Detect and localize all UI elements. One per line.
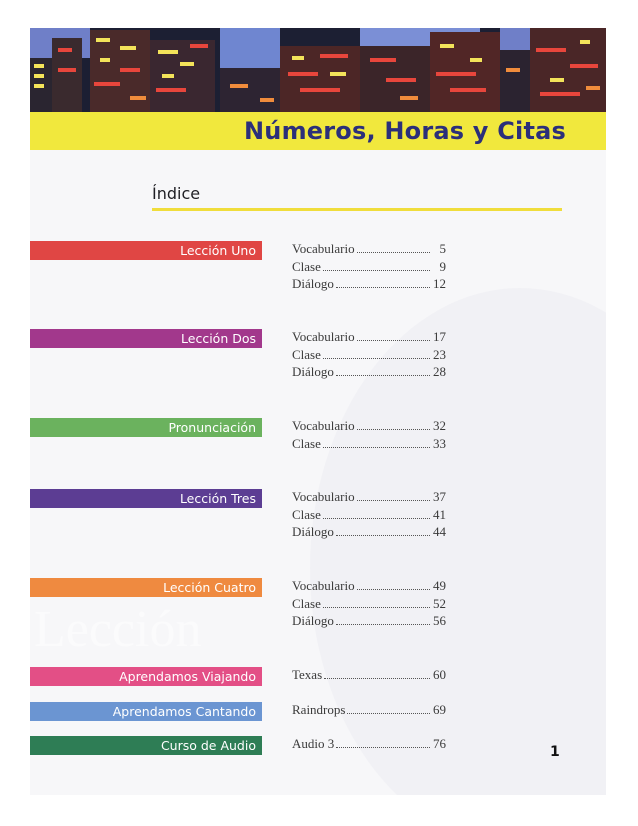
toc-entry-page: 69 — [433, 702, 446, 717]
dot-leader — [357, 589, 430, 590]
dot-leader — [323, 447, 430, 448]
toc-entry-name: Audio 3 — [292, 736, 335, 751]
toc-entry-name: Clase — [292, 506, 321, 522]
dot-leader — [323, 270, 430, 271]
section-entries-aprendamos-cantando — [292, 702, 446, 720]
toc-entry-name: Texas — [292, 667, 323, 682]
toc-entry[interactable] — [292, 524, 446, 542]
title-bar — [30, 112, 606, 150]
section-entries-leccion-uno — [292, 241, 446, 294]
book-page — [30, 28, 606, 795]
toc-entry[interactable] — [292, 507, 446, 525]
toc-entry[interactable] — [292, 613, 446, 631]
dot-leader — [336, 624, 430, 625]
toc-entry-page: 17 — [433, 329, 446, 344]
toc-entry[interactable] — [292, 489, 446, 507]
toc-entry-page: 44 — [433, 524, 446, 539]
toc-entry-name: Vocabulario — [292, 489, 355, 504]
toc-entry-page: 49 — [433, 578, 446, 593]
section-label-aprendamos-cantando: Aprendamos Cantando — [30, 702, 262, 721]
section-entries-aprendamos-viajando — [292, 667, 446, 685]
toc-entry[interactable] — [292, 596, 446, 614]
dot-leader — [323, 358, 430, 359]
toc-entry-page: 28 — [433, 364, 446, 379]
dot-leader — [357, 500, 430, 501]
toc-entry-name: Clase — [292, 346, 321, 362]
toc-entry-page: 23 — [433, 346, 446, 362]
index-heading-underline — [152, 208, 562, 211]
toc-entry-name: Vocabulario — [292, 241, 355, 256]
toc-entry[interactable] — [292, 667, 446, 685]
toc-entry-page: 5 — [439, 241, 446, 256]
section-entries-pronunciacion — [292, 418, 446, 453]
toc-entry[interactable] — [292, 702, 446, 720]
toc-entry[interactable] — [292, 436, 446, 454]
toc-entry-name: Diálogo — [292, 276, 334, 291]
dot-leader — [324, 678, 430, 679]
page-number: 1 — [550, 744, 560, 760]
dot-leader — [336, 287, 430, 288]
toc-entry-page: 33 — [433, 435, 446, 451]
index-heading: Índice — [152, 184, 201, 203]
dot-leader — [336, 747, 430, 748]
toc-entry[interactable] — [292, 578, 446, 596]
toc-entry-page: 9 — [439, 258, 446, 274]
toc-entry-page: 37 — [433, 489, 446, 504]
toc-entry-name: Clase — [292, 258, 321, 274]
dot-leader — [336, 535, 430, 536]
page-title: Números, Horas y Citas — [244, 117, 566, 145]
toc-entry-name: Raindrops — [292, 702, 346, 717]
toc-entry-name: Diálogo — [292, 613, 334, 628]
toc-entry-name: Vocabulario — [292, 329, 355, 344]
toc-entry[interactable] — [292, 418, 446, 436]
section-entries-leccion-dos — [292, 329, 446, 382]
section-label-leccion-cuatro: Lección Cuatro — [30, 578, 262, 597]
section-label-aprendamos-viajando: Aprendamos Viajando — [30, 667, 262, 686]
toc-entry[interactable] — [292, 364, 446, 382]
city-skyline-banner — [30, 28, 606, 112]
dot-leader — [323, 607, 430, 608]
toc-entry-page: 52 — [433, 595, 446, 611]
section-entries-leccion-tres — [292, 489, 446, 542]
section-label-curso-de-audio: Curso de Audio — [30, 736, 262, 755]
watermark-text: Lección — [34, 601, 202, 658]
toc-entry-name: Vocabulario — [292, 418, 355, 433]
dot-leader — [347, 713, 430, 714]
toc-entry-page: 32 — [433, 418, 446, 433]
toc-entry-name: Diálogo — [292, 364, 334, 379]
section-label-leccion-tres: Lección Tres — [30, 489, 262, 508]
dot-leader — [323, 518, 430, 519]
section-label-leccion-dos: Lección Dos — [30, 329, 262, 348]
dot-leader — [357, 429, 430, 430]
toc-entry[interactable] — [292, 347, 446, 365]
toc-entry-name: Diálogo — [292, 524, 334, 539]
toc-entry-page: 60 — [433, 667, 446, 682]
dot-leader — [357, 252, 430, 253]
toc-entry-page: 76 — [433, 736, 446, 751]
dot-leader — [357, 340, 430, 341]
toc-entry-name: Vocabulario — [292, 578, 355, 593]
toc-entry[interactable] — [292, 276, 446, 294]
section-label-pronunciacion: Pronunciación — [30, 418, 262, 437]
section-entries-leccion-cuatro — [292, 578, 446, 631]
toc-entry[interactable] — [292, 736, 446, 754]
toc-entry[interactable] — [292, 241, 446, 259]
toc-entry[interactable] — [292, 259, 446, 277]
toc-entry-name: Clase — [292, 595, 321, 611]
toc-entry-name: Clase — [292, 435, 321, 451]
section-entries-curso-de-audio — [292, 736, 446, 754]
toc-entry[interactable] — [292, 329, 446, 347]
dot-leader — [336, 375, 430, 376]
toc-entry-page: 41 — [433, 506, 446, 522]
toc-entry-page: 12 — [433, 276, 446, 291]
section-label-leccion-uno: Lección Uno — [30, 241, 262, 260]
toc-entry-page: 56 — [433, 613, 446, 628]
